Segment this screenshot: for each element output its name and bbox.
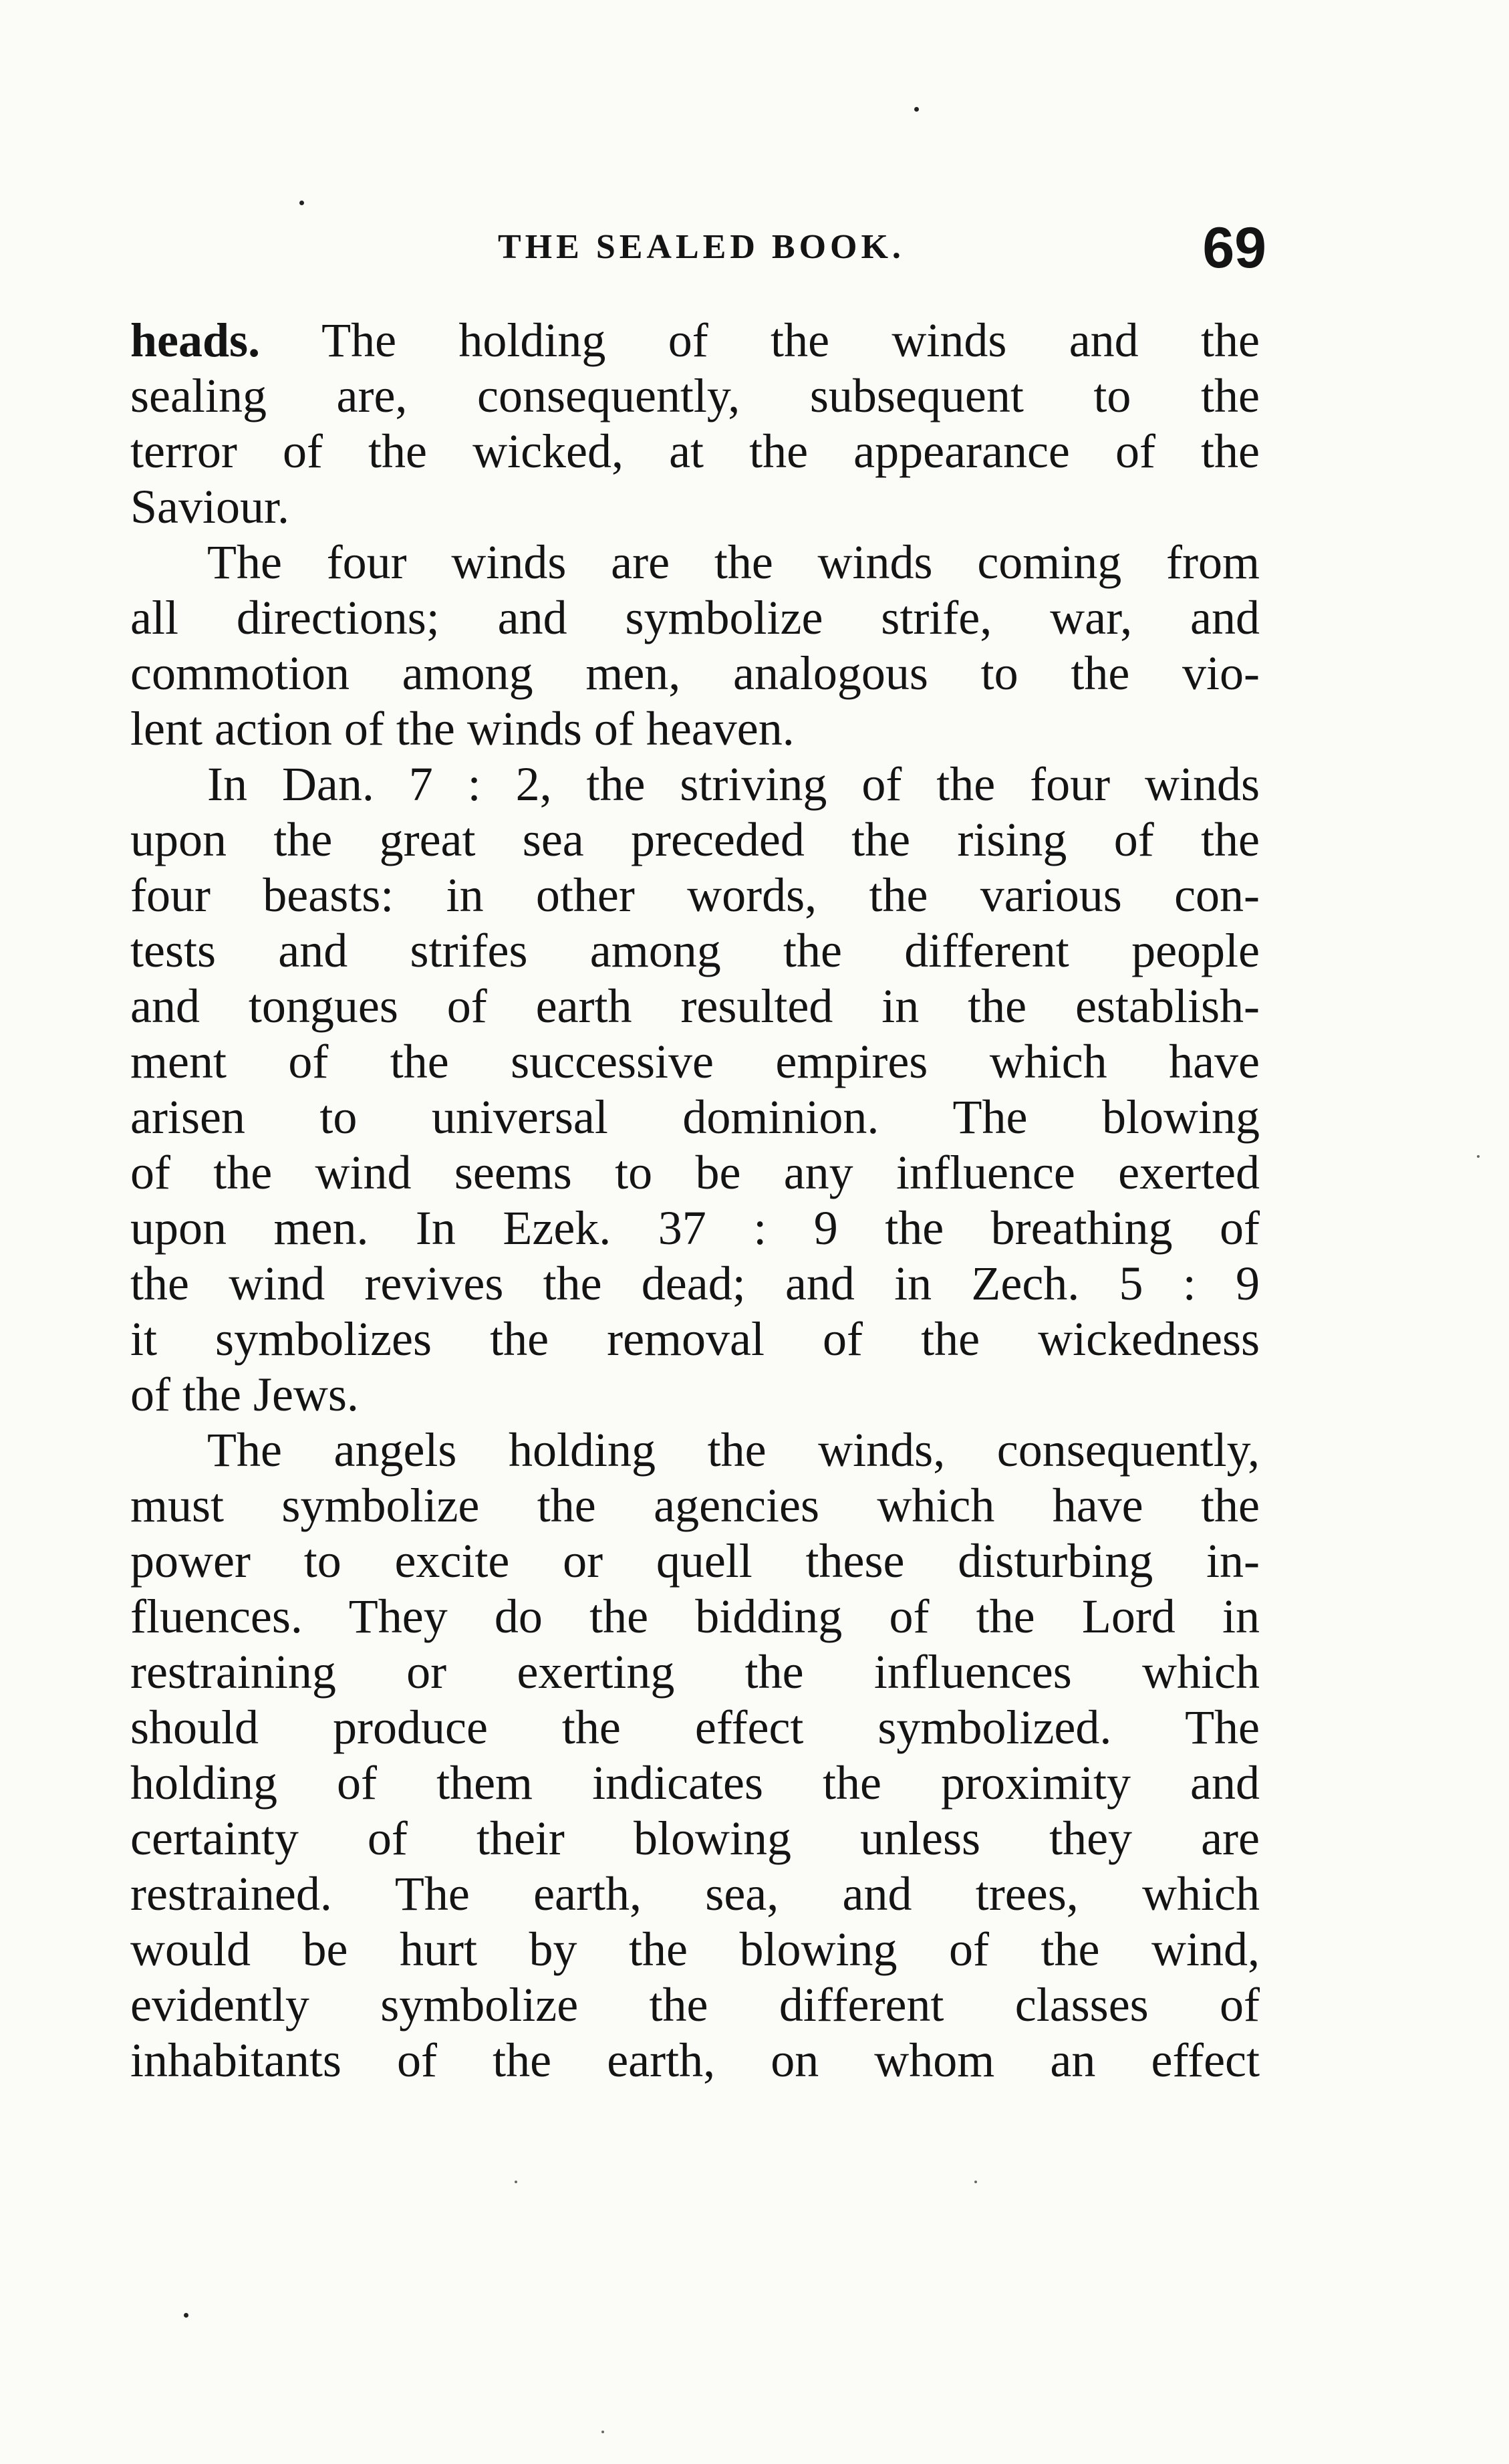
text-line: lent action of the winds of heaven.: [130, 702, 795, 755]
text-line: sealing are, consequently, subsequent to the: [130, 369, 1260, 422]
text-line: upon men. In Ezek. 37 : 9 the breathing of: [130, 1201, 1260, 1255]
text-line: Saviour.: [130, 480, 290, 533]
text-line: would be hurt by the blowing of the wind,: [130, 1923, 1260, 1976]
text-line: must symbolize the agencies which have the: [130, 1479, 1260, 1532]
scan-speck: [515, 2181, 517, 2183]
text-line: the wind revives the dead; and in Zech. 5 : 9: [130, 1257, 1260, 1310]
text-line: The four winds are the winds coming from: [207, 535, 1260, 589]
text-line: terror of the wicked, at the appearance of the: [130, 424, 1260, 478]
text-line: certainty of their blowing unless they are: [130, 1812, 1260, 1865]
body-text: [130, 313, 1260, 2088]
scan-speck: [914, 107, 919, 112]
text-line: In Dan. 7 : 2, the striving of the four winds: [207, 757, 1260, 811]
scan-speck: [184, 2313, 188, 2318]
text-line: of the wind seems to be any influence exerted: [130, 1146, 1260, 1199]
scan-speck: [601, 2431, 604, 2433]
text-line: evidently symbolize the different classes of: [130, 1978, 1260, 2031]
text-line: of the Jews.: [130, 1368, 359, 1421]
page-number: 69: [1202, 216, 1266, 280]
text-line: ment of the successive empires which have: [130, 1035, 1260, 1088]
text-line: inhabitants of the earth, on whom an effect: [130, 2034, 1260, 2087]
bold-word: heads.: [130, 314, 261, 367]
text-line: restrained. The earth, sea, and trees, which: [130, 1867, 1260, 1921]
text-line: power to excite or quell these disturbing in-: [130, 1534, 1260, 1588]
text-line: arisen to universal dominion. The blowing: [130, 1090, 1260, 1144]
text-line: tests and strifes among the different people: [130, 924, 1260, 977]
text-line: upon the great sea preceded the rising of the: [130, 813, 1260, 866]
running-title: THE SEALED BOOK.: [498, 228, 905, 266]
text-line: The angels holding the winds, consequently,: [207, 1423, 1260, 1477]
text-line: restraining or exerting the influences which: [130, 1645, 1260, 1699]
scan-speck: [299, 201, 304, 205]
text-line: fluences. They do the bidding of the Lord in: [130, 1590, 1260, 1643]
scan-speck: [1477, 1155, 1480, 1158]
text-line: heads. The holding of the winds and the: [130, 314, 1260, 367]
text-line: commotion among men, analogous to the vio-: [130, 646, 1260, 700]
text-line: holding of them indicates the proximity and: [130, 1756, 1260, 1810]
text-line: four beasts: in other words, the various con-: [130, 868, 1260, 922]
text-line: and tongues of earth resulted in the establish-: [130, 979, 1260, 1033]
page-header: [498, 215, 1266, 282]
text-line: it symbolizes the removal of the wickedness: [130, 1312, 1260, 1366]
text-line: all directions; and symbolize strife, war, and: [130, 591, 1260, 644]
scan-speck: [974, 2181, 977, 2183]
text-line: should produce the effect symbolized. The: [130, 1701, 1260, 1754]
